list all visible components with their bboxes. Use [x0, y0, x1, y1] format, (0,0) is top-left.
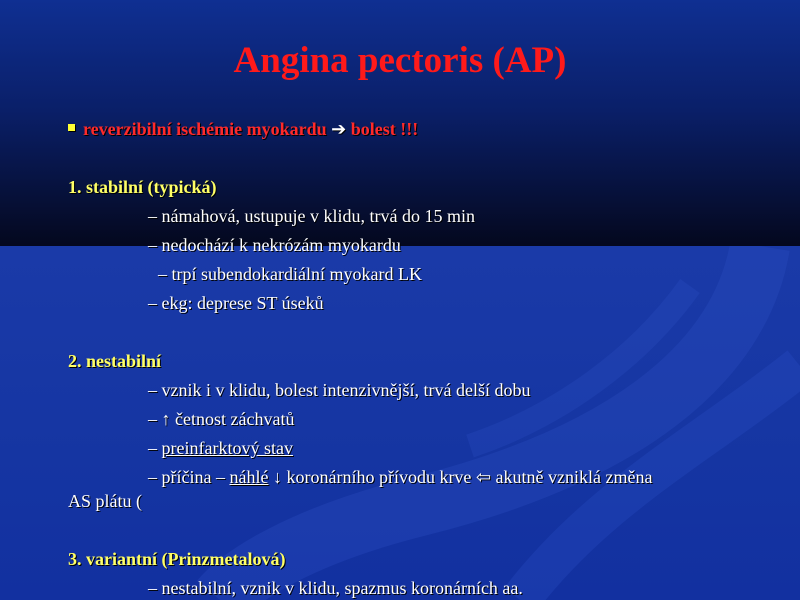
list-item [148, 437, 293, 459]
sudden-underlined: náhlé [229, 467, 269, 487]
preinfarct-link[interactable]: preinfarktový stav [161, 438, 293, 458]
background-swirl-decoration [0, 246, 800, 600]
frequency-text: četnost záchvatů [175, 409, 295, 429]
list-item: – vznik i v klidu, bolest intenzivnější, trvá delší dobu [148, 380, 531, 400]
section-heading-variant: 3. variantní (Prinzmetalová) [68, 549, 286, 569]
intro-line [68, 118, 418, 140]
intro-text-ischemia: reverzibilní ischémie myokardu [83, 119, 327, 139]
list-item: – námahová, ustupuje v klidu, trvá do 15 min [148, 206, 475, 226]
section-heading-stable: 1. stabilní (typická) [68, 177, 217, 197]
cause-prefix: – příčina – [148, 467, 225, 487]
list-item: – nedochází k nekrózám myokardu [148, 235, 401, 255]
coronary-supply-text: koronárního přívodu krve [286, 467, 472, 487]
section-heading-unstable: 2. nestabilní [68, 351, 162, 371]
square-bullet-icon [68, 124, 75, 131]
list-item [148, 466, 652, 488]
list-item [148, 408, 294, 430]
down-arrow-icon: ↓ [272, 467, 282, 487]
up-arrow-icon: ↑ [161, 409, 171, 429]
dash-prefix: – [148, 438, 157, 458]
list-item: – nestabilní, vznik v klidu, spazmus koronárních aa. [148, 578, 523, 598]
dash-prefix: – [148, 409, 157, 429]
list-item: – trpí subendokardiální myokard LK [158, 264, 422, 284]
slide-title: Angina pectoris (AP) [233, 40, 567, 81]
list-item-continuation: AS plátu ( [68, 491, 142, 511]
left-arrow-icon: ⇦ [475, 467, 492, 487]
intro-text-pain: bolest !!! [350, 119, 419, 139]
acute-change-text: akutně vzniklá změna [495, 467, 653, 487]
list-item: – ekg: deprese ST úseků [148, 293, 324, 313]
right-arrow-icon: ➔ [331, 119, 347, 139]
